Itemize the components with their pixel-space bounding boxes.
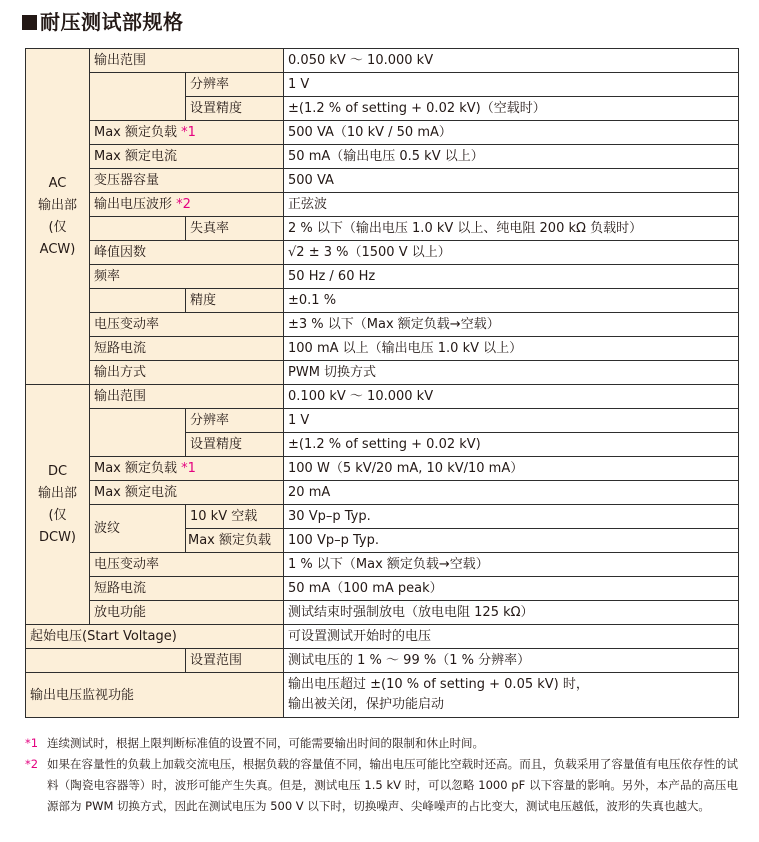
row-value: 100 W（5 kV/20 mA, 10 kV/10 mA） (284, 457, 739, 481)
row-value: ±0.1 % (284, 289, 739, 313)
row-value: √2 ± 3 %（1500 V 以上） (284, 241, 739, 265)
row-label: 设置精度 (186, 97, 284, 121)
row-value: 100 mA 以上（输出电压 1.0 kV 以上） (284, 337, 739, 361)
table-row (26, 73, 739, 97)
table-row (26, 601, 739, 625)
table-row (26, 289, 739, 313)
table-row (26, 457, 739, 481)
row-value: 20 mA (284, 481, 739, 505)
page-title: 耐压测试部规格 (22, 6, 184, 38)
ac-group-label: AC 输出部 (仅 ACW) (26, 49, 90, 385)
row-label-blank (90, 409, 186, 457)
table-row (26, 145, 739, 169)
row-value: 输出电压超过 ±(10 % of setting + 0.05 kV) 时， 输出被关闭，保护功能启动 (284, 673, 739, 718)
row-label: Max 额定电流 (90, 145, 284, 169)
row-label-blank (90, 217, 186, 241)
row-value: 500 VA (284, 169, 739, 193)
row-label: Max 额定负载 (186, 529, 284, 553)
table-row (26, 553, 739, 577)
row-label: 设置范围 (186, 649, 284, 673)
row-value: 测试电压的 1 % ～ 99 %（1 % 分辨率） (284, 649, 739, 673)
row-label: 频率 (90, 265, 284, 289)
row-label: 起始电压(Start Voltage) (26, 625, 284, 649)
row-value: 0.100 kV ～ 10.000 kV (284, 385, 739, 409)
table-row (26, 313, 739, 337)
row-label: 变压器容量 (90, 169, 284, 193)
row-label: 输出范围 (90, 385, 284, 409)
table-row (26, 625, 739, 649)
spec-table (25, 48, 739, 718)
row-label: 峰值因数 (90, 241, 284, 265)
table-row (26, 505, 739, 529)
table-row (26, 49, 739, 73)
row-label: Max 额定负载 *1 (90, 457, 284, 481)
row-label: 10 kV 空载 (186, 505, 284, 529)
row-value: PWM 切换方式 (284, 361, 739, 385)
row-label: 精度 (186, 289, 284, 313)
row-value: 0.050 kV ～ 10.000 kV (284, 49, 739, 73)
row-label: 放电功能 (90, 601, 284, 625)
row-label: 短路电流 (90, 337, 284, 361)
row-label: Max 额定负载 *1 (90, 121, 284, 145)
row-label: 电压变动率 (90, 553, 284, 577)
square-bullet-icon (22, 15, 37, 30)
row-value: 正弦波 (284, 193, 739, 217)
footnotes (25, 733, 738, 817)
row-label-blank (90, 289, 186, 313)
row-label: 分辨率 (186, 409, 284, 433)
table-row (26, 337, 739, 361)
row-value: 50 Hz / 60 Hz (284, 265, 739, 289)
table-row (26, 385, 739, 409)
row-value: 2 % 以下（输出电压 1.0 kV 以上、纯电阻 200 kΩ 负载时） (284, 217, 739, 241)
row-label: 失真率 (186, 217, 284, 241)
footnote-1: *1 连续测试时，根据上限判断标准值的设置不同，可能需要输出时间的限制和休止时间。 (25, 736, 484, 750)
row-value: 50 mA（输出电压 0.5 kV 以上） (284, 145, 739, 169)
footnote-mark: *1 (181, 125, 196, 140)
table-row (26, 193, 739, 217)
row-value: 1 V (284, 73, 739, 97)
table-row (26, 265, 739, 289)
row-label-blank (26, 649, 186, 673)
row-label-blank (90, 73, 186, 121)
row-label: 电压变动率 (90, 313, 284, 337)
footnote-mark: *2 (176, 197, 191, 212)
row-value: ±(1.2 % of setting + 0.02 kV) (284, 433, 739, 457)
table-row (26, 361, 739, 385)
row-label: 输出方式 (90, 361, 284, 385)
table-row (26, 481, 739, 505)
row-label: 波纹 (90, 505, 186, 553)
table-row (26, 217, 739, 241)
table-row (26, 673, 739, 718)
row-label: 输出范围 (90, 49, 284, 73)
table-row (26, 241, 739, 265)
row-label: 设置精度 (186, 433, 284, 457)
row-label: 输出电压监视功能 (26, 673, 284, 718)
row-value: ±3 % 以下（Max 额定负载→空载） (284, 313, 739, 337)
row-value: 1 V (284, 409, 739, 433)
row-label: 分辨率 (186, 73, 284, 97)
row-label: 短路电流 (90, 577, 284, 601)
row-value: 1 % 以下（Max 额定负载→空载） (284, 553, 739, 577)
table-row (26, 121, 739, 145)
row-value: 50 mA（100 mA peak） (284, 577, 739, 601)
row-label: 输出电压波形 *2 (90, 193, 284, 217)
footnote-mark: *1 (181, 461, 196, 476)
table-row (26, 169, 739, 193)
row-value: 100 Vp–p Typ. (284, 529, 739, 553)
table-row (26, 649, 739, 673)
row-label: Max 额定电流 (90, 481, 284, 505)
row-value: 测试结束时强制放电（放电电阻 125 kΩ） (284, 601, 739, 625)
row-value: ±(1.2 % of setting + 0.02 kV)（空载时） (284, 97, 739, 121)
row-value: 500 VA（10 kV / 50 mA） (284, 121, 739, 145)
row-value: 可设置测试开始时的电压 (284, 625, 739, 649)
table-row (26, 409, 739, 433)
table-row (26, 577, 739, 601)
dc-group-label: DC 输出部 (仅 DCW) (26, 385, 90, 625)
footnote-2: *2 如果在容量性的负载上加载交流电压，根据负载的容量值不同，输出电压可能比空载时还高。而且，负载采用了容量值有电压依存性的试料（陶瓷电容器等）时，波形可能产生失真。但是，测试电压 1.5 kV 时，可以忽略 1000 pF 以下容量的影响。另外，本产品的高压电源部为 PWM 切换方式，因此在测试电压为 500 V 以下时，切换噪声、尖峰噪声的占比变大，测试电压越低，波形的失真也越大。 (25, 757, 738, 813)
row-value: 30 Vp–p Typ. (284, 505, 739, 529)
